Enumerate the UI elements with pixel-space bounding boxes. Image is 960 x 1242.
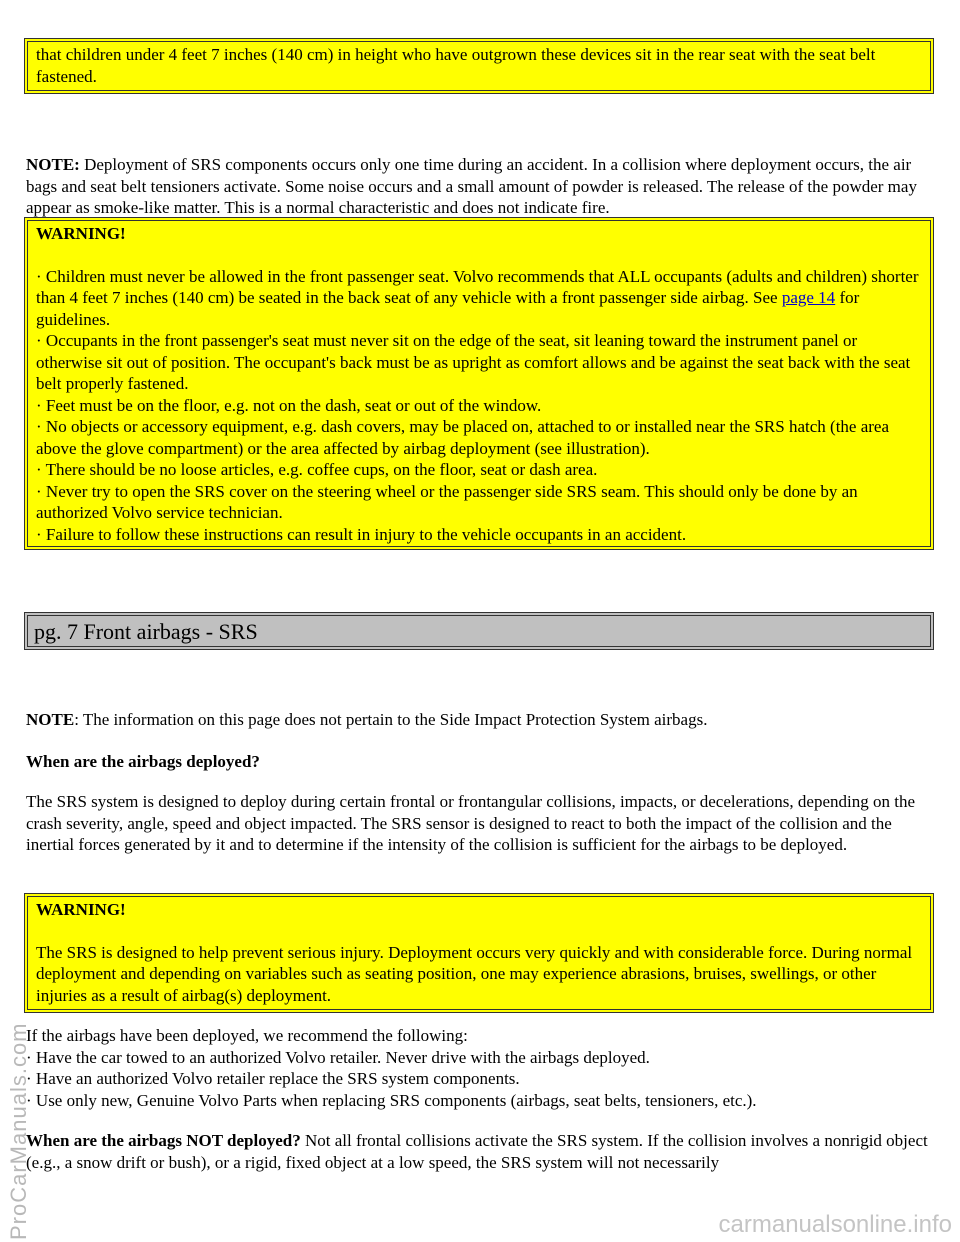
warning-item: · Feet must be on the floor, e.g. not on the dash, seat or out of the window.: [36, 395, 542, 415]
child-seat-note-text: that children under 4 feet 7 inches (140 cm) in height who have outgrown these devices sit in the rear seat with the seat belt fastened.: [36, 45, 876, 86]
deployment-note-text: Deployment of SRS components occurs only one time during an accident. In a collision where deployment occurs, the air bags and seat belt tensioners activate. Some noise occurs and a small amount of powder is released. The release of the powder may appear as smoke-like matter. This is a normal characteristic and does not indicate fire.: [26, 155, 917, 217]
after-deploy-item: · Use only new, Genuine Volvo Parts when replacing SRS components (airbags, seat belts, tensioners, etc.).: [26, 1090, 757, 1110]
not-deployed-heading: When are the airbags NOT deployed?: [26, 1131, 301, 1150]
warning-item: · No objects or accessory equipment, e.g. dash covers, may be placed on, attached to or installed near the SRS hatch (the area above the glove compartment) or the area affected by airbag deployment (see illustration).: [36, 417, 890, 458]
after-deploy-item: · Have an authorized Volvo retailer replace the SRS system components.: [26, 1069, 520, 1088]
warning-box-injury: [24, 893, 934, 1013]
deployment-note: [26, 154, 936, 219]
warning-title: WARNING!: [36, 224, 126, 243]
warning-item: · Failure to follow these instructions can result in injury to the vehicle occupants in an accident.: [36, 524, 687, 544]
warning-title: WARNING!: [36, 900, 126, 919]
warning-injury-text: The SRS is designed to help prevent serious injury. Deployment occurs very quickly and with considerable force. During normal deployment and depending on variables such as seating position, one may experience abrasions, bruises, swellings, or other injuries as a result of airbag(s) deployment.: [36, 942, 913, 1005]
warning-item: · Occupants in the front passenger's seat must never sit on the edge of the seat, sit leaning toward the instrument panel or otherwise sit out of position. The occupant's back must be as upright as comfort allows and be against the seat back with the seat belt properly fastened.: [36, 331, 911, 393]
not-deployed-text: Not all frontal collisions activate the SRS system. If the collision involves a nonrigid object (e.g., a snow drift or bush), or a rigid, fixed object at a low speed, the SRS system will not necessarily: [26, 1131, 928, 1172]
note-label: NOTE:: [26, 155, 80, 174]
side-impact-note: [26, 709, 936, 731]
watermark-left: ProCarManuals.com: [6, 1022, 31, 1240]
warning-item-children: · Children must never be allowed in the front passenger seat. Volvo recommends that ALL occupants (adults and children) shorter than 4 feet 7 inches (140 cm) be seated in the back seat of any vehicle with a front passenger side airbag. See page 14 for guidelines.: [36, 266, 919, 329]
side-impact-note-text: : The information on this page does not pertain to the Side Impact Protection System airbags.: [74, 710, 708, 729]
section-header: pg. 7 Front airbags - SRS: [24, 612, 934, 650]
warning-item: · Never try to open the SRS cover on the steering wheel or the passenger side SRS seam. This should only be done by an authorized Volvo service technician.: [36, 481, 858, 522]
after-deploy-intro: If the airbags have been deployed, we recommend the following:: [26, 1026, 468, 1045]
after-deploy-list: [26, 1025, 936, 1111]
deployed-heading: When are the airbags deployed?: [26, 752, 260, 771]
not-deployed-paragraph: [26, 1130, 936, 1173]
warning-box-occupants: [24, 217, 934, 550]
child-seat-note-box: [24, 38, 934, 94]
note-label: NOTE: [26, 710, 75, 729]
after-deploy-item: · Have the car towed to an authorized Volvo retailer. Never drive with the airbags deployed.: [26, 1047, 650, 1067]
page-14-link[interactable]: page 14: [781, 288, 836, 307]
deployed-text: The SRS system is designed to deploy during certain frontal or frontangular collisions, impacts, or decelerations, depending on the crash severity, angle, speed and object impacted. The SRS sensor is designed to react to both the impact of the collision and the inertial forces generated by it and to determine if the intensity of the collision is sufficient for the airbags to be deployed.: [26, 792, 915, 854]
watermark-bottom-right: carmanualsonline.info: [718, 1211, 952, 1238]
warning-item: · There should be no loose articles, e.g. coffee cups, on the floor, seat or dash area.: [36, 460, 598, 479]
